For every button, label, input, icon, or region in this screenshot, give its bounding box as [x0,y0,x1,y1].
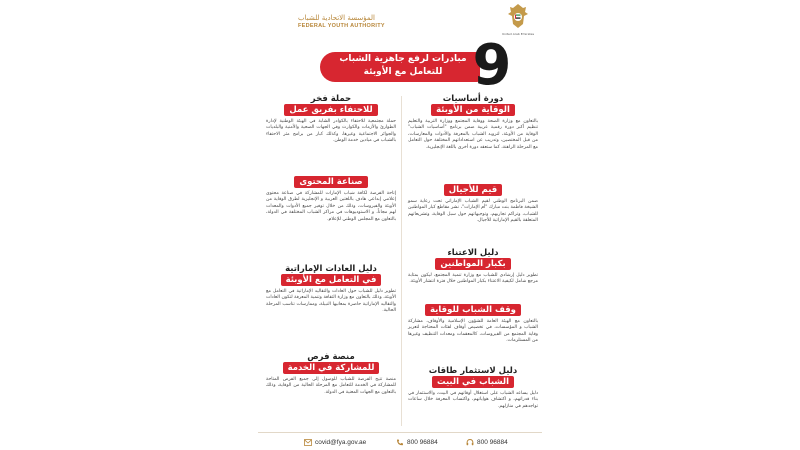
section-emirati-customs [266,264,396,315]
section-title-line-1: صناعة المحتوى [294,176,367,188]
title-line-2: للتعامل مع الأوبئة [363,67,443,77]
section-body: تطوير دليل إرشادي للشباب مع وزارة تنمية المجتمع، ليكون بمثابة مرجع شامل لكيفية الاعتناء بكبار المواطنين خلال فترة انتشار الأوبئة. [408,273,538,285]
section-title-line-1: قيم للأجيال [444,184,502,196]
section-title-line-1: دليل الاعتناء [447,248,499,258]
section-content-creation [266,176,396,223]
poster [258,0,542,450]
phone-text-1[interactable]: 800 96884 [407,438,438,446]
section-body: إتاحة الفرصة لكافة شباب الإمارات للمشاركة في صناعة محتوى إعلامي إبداعي هادف باللغتين العربية و الإنجليزية لطرق الوقاية من الأوبئة والفيروسات، وذلك من خلال توفير جميع الأدوات والمعدات لهم مجاناً، و الاستوديوهات في مراكز الشباب المختلفة في الدولة، بالتعاون مع المجلس الوطني للإعلام. [266,191,396,222]
emblem-caption: United Arab Emirates [501,32,535,36]
org-name-arabic: المؤسسة الاتحادية للشباب [298,14,375,22]
section-title-line-2: للاحتفاء بفريق عمل [284,104,377,116]
section-title-line-1: حملة فخر [310,94,352,104]
section-title [408,366,538,388]
section-title-line-2: الوقاية من الأوبئة [431,104,515,116]
section-body: ضمن البرنامج الوطني لقيم الشباب الإماراتي تحت رعاية سمو الشيخة فاطمة بنت مبارك "أم الإمارات"، نشر مقاطع كبار المواطنين للشباب، وتراكم تجاربهم، وتوجيهاتهم حول سبل الوقاية، وتشريعاتهم المتعلقة بالقيم الإماراتية للأجيال. [408,199,538,224]
title-number: 9 [472,33,512,98]
section-title-line-2: بكبار المواطنين [435,258,510,270]
org-name-english: FEDERAL YOUTH AUTHORITY [298,23,385,29]
page-title [328,53,478,79]
title-block [320,33,512,98]
section-youth-endowment [408,304,538,345]
section-title-line-2: للمشاركة في الخدمة [283,362,380,374]
section-opportunities-platform [266,352,396,396]
section-title-line-2: الشباب في البيت [432,376,514,388]
section-title-line-1: دورة أساسيات [442,94,504,104]
section-body: دليل يساعد الشباب على استغلال أوقاتهم في البيت، والاستثمار في بناء قدراتهم، و اكتشاف هواياتهم، واكتساب المعرفة خلال ساعات تواجدهم في منازلهم. [408,391,538,409]
section-body: حملة مجتمعية للاحتفاء بالكوادر الشابة في الهيئة الوطنية لإدارة الطوارئ والأزمات والكوارث وفي الجهات الصحية والأمنية والبلديات والجوائز الاجتماعية وغيرها، وكذلك كبار من برامج مثر الاحتفاء بالشباب في ميادين خدمة الوطن. [266,119,396,144]
section-basics-course [408,94,538,151]
section-title [408,94,538,116]
headset-icon [466,439,474,446]
section-title-line-1: دليل لاستثمار طاقات [428,366,518,376]
column-divider [401,96,402,426]
fya-logo [298,14,388,30]
section-title-line-1: منصة فرص [307,352,355,362]
section-title [266,352,396,374]
phone-contact-1[interactable] [396,437,438,447]
section-body: بالتعاون مع الهيئة العامة للشؤون الإسلامية والأوقاف، مشاركة الشباب و المؤسسات، في تخصيص أوقاف لفئات المحتاجة لتعزيز وقاية المجتمع من الفيروسات، كالمعقمات ومعدات التنظيف وغيرها من المستلزمات. [408,319,538,344]
section-title [266,176,396,188]
email-text[interactable]: covid@fya.gov.ae [315,438,367,446]
section-pride-campaign [266,94,396,145]
uae-emblem-icon [506,2,530,32]
phone-contact-2[interactable] [466,437,508,447]
section-home-guide [408,366,538,410]
section-body: بالتعاون مع وزارة الصحة ووقاية المجتمع ووزارة التربية والتعليم تنظيم أكبر دورة رقمية عربية ضمن برنامج "أساسيات الشباب" الوقاية من الأوبئة، لتزويد الشباب بالمعرفة والأدوات والمعارسات، من قبل المختصين، وتدريب عن استعداداتهم المختلفة حول التعامل مع المرحلة الراهنة، كما ستعقد دورة أخرى باللغة الإنجليزية. [408,119,538,150]
section-body: منصة تتيح الفرصة للشباب للوصول إلى جميع الفرص المتاحة للمشاركة في الخدمة للتعامل مع المرحلة الحالية من الوقاية، وذلك بالتعاون مع الجهات المعنية في الدولة. [266,377,396,395]
phone-icon [396,439,404,446]
section-title [408,304,538,316]
section-title-line-1: وقف الشباب للوقاية [425,304,521,316]
section-title-line-2: في التعامل مع الأوبئة [281,274,382,286]
section-title [408,184,538,196]
section-title [408,248,538,270]
phone-text-2[interactable]: 800 96884 [477,438,508,446]
section-title [266,94,396,116]
section-body: تطوير دليل للشباب حول العادات والتقاليد الإماراتية في التعامل مع الأوبئة، وذلك بالتعاون مع وزارة الثقافة وتنمية المعرفة لتكون العادات والتقاليد الإماراتية حاضرة بمعانيها النبيلة، وممارسات تناسب المرحلة الحالية. [266,289,396,314]
section-title-line-1: دليل العادات الإماراتية [285,264,377,274]
section-values-generations [408,184,538,225]
email-contact[interactable] [304,437,366,447]
title-line-1: مبادرات لرفع جاهزية الشباب [339,54,467,64]
section-elderly-guide [408,248,538,286]
section-title [266,264,396,286]
footer [258,432,542,449]
envelope-icon [304,439,312,446]
